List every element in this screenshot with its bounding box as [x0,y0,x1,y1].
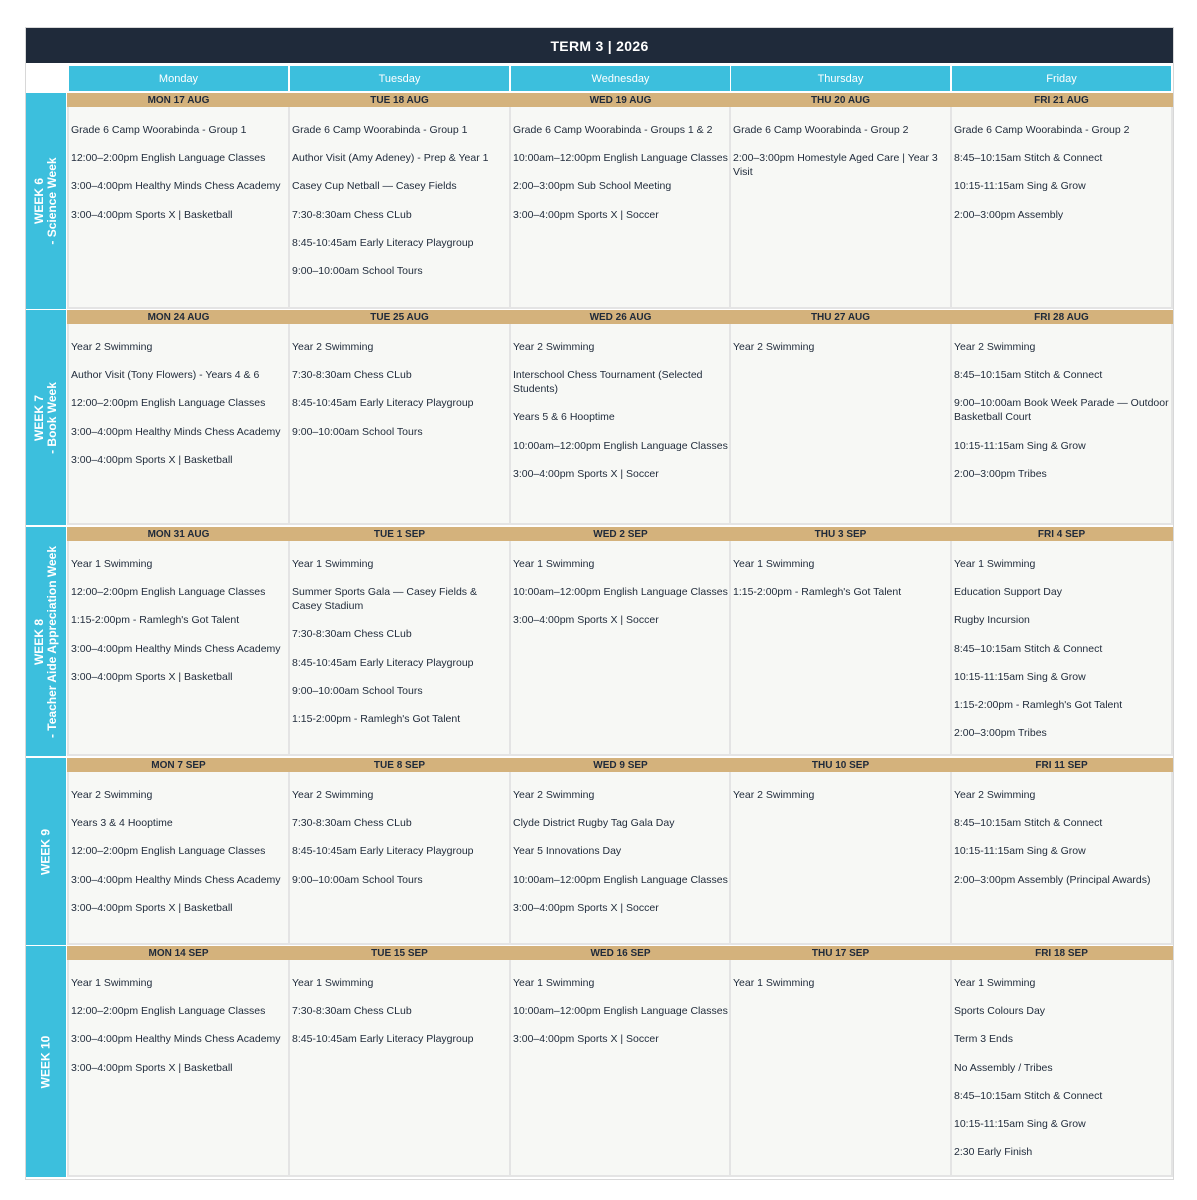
event-item: 10:00am–12:00pm English Language Classes [513,586,728,599]
event-item: Year 1 Swimming [71,558,153,570]
event-item: 3:00–4:00pm Sports X | Basketball [71,453,233,466]
event-item: Years 3 & 4 Hooptime [71,817,173,830]
event-list [71,557,286,698]
event-item: 10:00am–12:00pm English Language Classes [513,1005,728,1018]
day-header-thursday: Thursday [731,66,950,91]
day-cell [950,527,1173,756]
event-item: 3:00–4:00pm Sports X | Basketball [71,670,233,683]
event-item: Education Support Day [954,586,1062,599]
date-label: TUE 18 AUG [288,93,511,107]
week-label-line: WEEK 6 [32,177,46,225]
event-item: 12:00–2:00pm English Language Classes [71,586,266,599]
event-item: 7:30-8:30am Chess CLub [292,369,412,382]
day-cell [288,758,511,945]
event-item: 3:00–4:00pm Sports X | Soccer [513,614,659,627]
event-item: 7:30-8:30am Chess CLub [292,1005,412,1018]
event-item: 8:45-10:45am Early Literacy Playgroup [292,845,474,858]
day-cell [67,93,290,309]
date-label: MON 14 SEP [67,946,290,960]
day-cell [729,758,952,945]
date-label: WED 19 AUG [509,93,732,107]
event-item: Year 1 Swimming [954,558,1036,570]
event-item: 12:00–2:00pm English Language Classes [71,845,266,858]
event-item: Years 5 & 6 Hooptime [513,411,615,424]
date-label: WED 26 AUG [509,310,732,324]
event-list [513,788,728,929]
event-item: Year 1 Swimming [733,558,815,570]
week-label-line: WEEK 10 [38,1035,53,1088]
date-label: TUE 1 SEP [288,527,511,541]
day-cell [288,946,511,1177]
day-cell [67,310,290,525]
event-item: 2:00–3:00pm Homestyle Aged Care | Year 3 Visit [733,152,938,179]
date-label: FRI 28 AUG [950,310,1173,324]
day-header-friday: Friday [952,66,1171,91]
event-item: Author Visit (Amy Adeney) - Prep & Year 1 [292,152,489,165]
event-item: 8:45-10:45am Early Literacy Playgroup [292,397,474,410]
event-list [733,123,948,193]
week-label-line: WEEK 9 [38,828,53,875]
event-item: 9:00–10:00am School Tours [292,684,423,697]
event-item: 8:45–10:15am Stitch & Connect [954,817,1103,830]
date-label: FRI 18 SEP [950,946,1173,960]
week-label [40,828,53,874]
event-item: 8:45–10:15am Stitch & Connect [954,369,1103,382]
event-item: 2:30 Early Finish [954,1146,1033,1159]
event-item: 3:00–4:00pm Healthy Minds Chess Academy [71,873,281,886]
event-item: 10:00am–12:00pm English Language Classes [513,152,728,165]
date-label: MON 31 AUG [67,527,290,541]
event-item: 3:00–4:00pm Sports X | Soccer [513,467,659,480]
date-label: FRI 4 SEP [950,527,1173,541]
event-item: 1:15-2:00pm - Ramlegh's Got Talent [71,614,240,627]
day-cell [288,310,511,525]
week-label [33,157,59,244]
event-item: No Assembly / Tribes [954,1061,1053,1074]
week-label-band [26,946,66,1177]
week-label-line: WEEK 7 [32,394,46,441]
event-list [292,123,507,292]
event-item: 3:00–4:00pm Healthy Minds Chess Academy [71,642,281,655]
event-item: 8:45-10:45am Early Literacy Playgroup [292,1033,474,1046]
day-cell [67,527,290,756]
event-item: 2:00–3:00pm Assembly [954,208,1064,221]
event-item: 10:15-11:15am Sing & Grow [954,845,1086,858]
event-item: Grade 6 Camp Woorabinda - Group 2 [733,124,909,136]
event-list [954,123,1169,236]
event-list [71,123,286,236]
event-item: Author Visit (Tony Flowers) - Years 4 & 6 [71,369,260,382]
day-cell [288,93,511,309]
date-label: THU 27 AUG [729,310,952,324]
event-list [954,557,1169,754]
date-label: TUE 15 SEP [288,946,511,960]
day-cell [288,527,511,756]
event-list [71,788,286,929]
event-item: Year 1 Swimming [292,977,374,989]
week-label-line: - Book Week [45,381,59,454]
event-item: 8:45-10:45am Early Literacy Playgroup [292,656,474,669]
event-item: Year 2 Swimming [71,341,153,353]
event-list [292,788,507,901]
event-item: 12:00–2:00pm English Language Classes [71,1005,266,1018]
event-item: 3:00–4:00pm Sports X | Basketball [71,1061,233,1074]
event-item: 8:45–10:15am Stitch & Connect [954,1089,1103,1102]
event-item: 8:45–10:15am Stitch & Connect [954,642,1103,655]
event-list [733,788,948,816]
week-label-line: - Teacher Aide Appreciation Week [45,545,59,738]
event-item: Year 2 Swimming [513,341,595,353]
date-label: MON 17 AUG [67,93,290,107]
date-label: MON 24 AUG [67,310,290,324]
day-header-tuesday: Tuesday [290,66,509,91]
event-item: Sports Colours Day [954,1005,1046,1018]
event-item: 9:00–10:00am Book Week Parade — Outdoor Basketball Court [954,397,1169,424]
event-item: Year 1 Swimming [513,558,595,570]
event-item: Year 2 Swimming [292,789,374,801]
day-cell [509,527,732,756]
event-list [954,340,1169,495]
event-item: Year 2 Swimming [733,341,815,353]
event-item: Grade 6 Camp Woorabinda - Group 1 [292,124,468,136]
event-item: 9:00–10:00am School Tours [292,873,423,886]
event-item: 1:15-2:00pm - Ramlegh's Got Talent [292,712,461,725]
date-label: WED 16 SEP [509,946,732,960]
event-list [513,976,728,1061]
event-item: 9:00–10:00am School Tours [292,425,423,438]
event-item: Year 1 Swimming [513,977,595,989]
event-item: Term 3 Ends [954,1033,1013,1046]
event-item: 12:00–2:00pm English Language Classes [71,397,266,410]
event-item: 2:00–3:00pm Assembly (Principal Awards) [954,873,1151,886]
event-item: 7:30-8:30am Chess CLub [292,628,412,641]
day-cell [950,93,1173,309]
event-item: 3:00–4:00pm Sports X | Soccer [513,208,659,221]
event-item: 9:00–10:00am School Tours [292,264,423,277]
event-item: 1:15-2:00pm - Ramlegh's Got Talent [733,586,902,599]
event-item: Year 1 Swimming [954,977,1036,989]
event-item: Interschool Chess Tournament (Selected Students) [513,369,703,396]
event-item: Year 5 Innovations Day [513,845,622,858]
event-item: Rugby Incursion [954,614,1030,627]
week-label-band [26,310,66,525]
day-cell [509,946,732,1177]
day-cell [509,310,732,525]
event-item: 12:00–2:00pm English Language Classes [71,152,266,165]
event-list [513,557,728,642]
event-item: 8:45-10:45am Early Literacy Playgroup [292,236,474,249]
week-label [33,545,59,737]
event-list [733,557,948,613]
week-label-line: - Science Week [45,157,59,245]
week-label [33,382,59,454]
event-item: Year 2 Swimming [954,789,1036,801]
event-item: Year 1 Swimming [292,558,374,570]
event-item: Year 2 Swimming [71,789,153,801]
event-item: 1:15-2:00pm - Ramlegh's Got Talent [954,698,1123,711]
event-item: Year 2 Swimming [954,341,1036,353]
event-item: Year 2 Swimming [513,789,595,801]
week-label-band [26,527,66,756]
date-label: TUE 8 SEP [288,758,511,772]
event-list [71,976,286,1089]
event-item: 2:00–3:00pm Tribes [954,467,1047,480]
day-cell [67,946,290,1177]
day-cell [729,946,952,1177]
event-item: 7:30-8:30am Chess CLub [292,817,412,830]
date-label: WED 9 SEP [509,758,732,772]
day-cell [509,93,732,309]
event-list [733,976,948,1004]
event-list [513,340,728,495]
date-label: THU 17 SEP [729,946,952,960]
event-list [954,976,1169,1173]
day-cell [950,758,1173,945]
event-item: Grade 6 Camp Woorabinda - Group 1 [71,124,247,136]
event-item: 10:00am–12:00pm English Language Classes [513,873,728,886]
date-label: FRI 11 SEP [950,758,1173,772]
event-item: 3:00–4:00pm Sports X | Soccer [513,901,659,914]
event-item: 3:00–4:00pm Sports X | Basketball [71,901,233,914]
event-item: 2:00–3:00pm Sub School Meeting [513,180,672,193]
event-item: 7:30-8:30am Chess CLub [292,208,412,221]
event-item: 10:15-11:15am Sing & Grow [954,180,1086,193]
event-list [733,340,948,368]
event-item: 3:00–4:00pm Healthy Minds Chess Academy [71,180,281,193]
week-label-band [26,758,66,945]
day-cell [67,758,290,945]
event-item: 3:00–4:00pm Sports X | Soccer [513,1033,659,1046]
event-item: 10:15-11:15am Sing & Grow [954,439,1086,452]
event-item: Clyde District Rugby Tag Gala Day [513,817,675,830]
event-item: 8:45–10:15am Stitch & Connect [954,152,1103,165]
date-label: FRI 21 AUG [950,93,1173,107]
event-list [513,123,728,236]
day-cell [729,310,952,525]
week-label-line: WEEK 8 [32,618,46,665]
day-cell [509,758,732,945]
day-header-wednesday: Wednesday [511,66,730,91]
day-cell [950,946,1173,1177]
date-label: WED 2 SEP [509,527,732,541]
day-cell [950,310,1173,525]
week-label [40,1035,53,1088]
event-list [954,788,1169,901]
event-item: Year 1 Swimming [733,977,815,989]
event-list [71,340,286,481]
calendar-title: TERM 3 | 2026 [26,28,1173,63]
event-item: 3:00–4:00pm Healthy Minds Chess Academy [71,425,281,438]
date-label: THU 20 AUG [729,93,952,107]
term-calendar [25,27,1174,1180]
event-item: 10:15-11:15am Sing & Grow [954,1117,1086,1130]
event-list [292,976,507,1061]
week-label-band [26,93,66,309]
date-label: THU 10 SEP [729,758,952,772]
event-item: Year 2 Swimming [292,341,374,353]
event-item: 10:15-11:15am Sing & Grow [954,670,1086,683]
event-item: Summer Sports Gala — Casey Fields & Casey Stadium [292,586,477,613]
event-list [292,557,507,740]
day-cell [729,527,952,756]
event-list [292,340,507,453]
day-header-monday: Monday [69,66,288,91]
date-label: TUE 25 AUG [288,310,511,324]
event-item: 3:00–4:00pm Sports X | Basketball [71,208,233,221]
date-label: MON 7 SEP [67,758,290,772]
event-item: Casey Cup Netball — Casey Fields [292,180,457,193]
event-item: Year 1 Swimming [71,977,153,989]
event-item: 3:00–4:00pm Healthy Minds Chess Academy [71,1033,281,1046]
event-item: Grade 6 Camp Woorabinda - Group 2 [954,124,1130,136]
event-item: Year 2 Swimming [733,789,815,801]
event-item: 10:00am–12:00pm English Language Classes [513,439,728,452]
day-cell [729,93,952,309]
event-item: Grade 6 Camp Woorabinda - Groups 1 & 2 [513,124,713,136]
date-label: THU 3 SEP [729,527,952,541]
event-item: 2:00–3:00pm Tribes [954,727,1047,740]
